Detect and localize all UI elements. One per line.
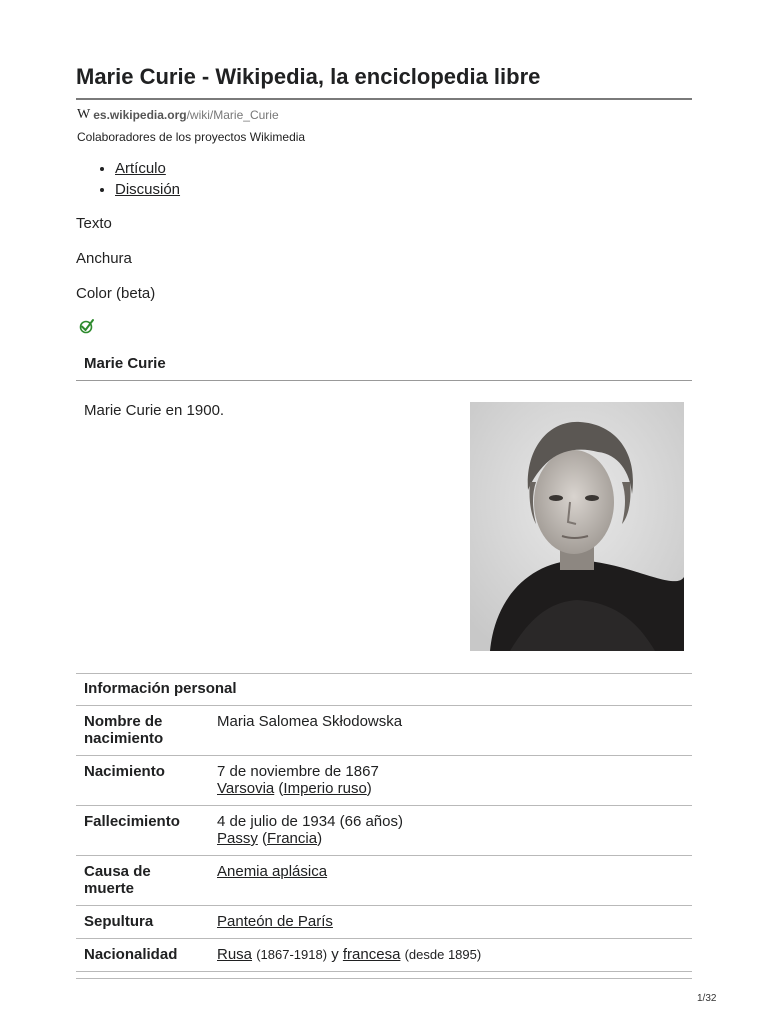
- nationality-first-link[interactable]: Rusa: [217, 946, 253, 963]
- portrait-caption: Marie Curie en 1900.: [84, 402, 225, 419]
- nationality-second-years: (desde 1895): [404, 947, 482, 962]
- birth-region-link[interactable]: Imperio ruso: [283, 780, 367, 797]
- source-domain: es.wikipedia.org: [93, 108, 187, 122]
- table-row: [76, 856, 692, 906]
- burial-label: Sepultura: [76, 906, 209, 939]
- page-tabs: [76, 158, 180, 200]
- tab-article[interactable]: Artículo: [115, 160, 166, 177]
- setting-color: Color (beta): [76, 285, 156, 302]
- birth-date: 7 de noviembre de 1867: [217, 763, 379, 780]
- death-place-link[interactable]: Passy: [217, 830, 258, 847]
- tab-discussion-item: [115, 179, 180, 200]
- cause-link[interactable]: Anemia aplásica: [217, 863, 328, 880]
- info-section-header: [76, 674, 692, 706]
- tab-article-item: [115, 158, 180, 179]
- contributors-line: Colaboradores de los proyectos Wikimedia: [77, 130, 306, 144]
- nationality-value: [209, 939, 692, 972]
- portrait-drawing: [470, 402, 684, 651]
- setting-text: Texto: [76, 215, 112, 232]
- page-title: Marie Curie - Wikipedia, la enciclopedia libre: [76, 64, 692, 100]
- birth-name-value: Maria Salomea Skłodowska: [209, 706, 692, 756]
- tab-discussion[interactable]: Discusión: [115, 181, 181, 198]
- wikipedia-w-icon: W: [77, 107, 90, 122]
- death-region-link[interactable]: Francia: [267, 830, 318, 847]
- birth-value: 7 de noviembre de 1867 Varsovia (Imperio ruso): [209, 756, 692, 806]
- burial-link[interactable]: Panteón de París: [217, 913, 333, 930]
- birth-label: Nacimiento: [76, 756, 209, 806]
- burial-value: [209, 906, 692, 939]
- setting-width: Anchura: [76, 250, 132, 267]
- cause-label: Causa de muerte: [76, 856, 209, 906]
- section-header-label: Información personal: [76, 674, 692, 706]
- nationality-label: Nacionalidad: [76, 939, 209, 972]
- page-counter: 1/32: [697, 993, 717, 1004]
- table-row: [76, 806, 692, 856]
- verified-check-icon: [79, 318, 95, 334]
- source-path: /wiki/Marie_Curie: [186, 108, 279, 122]
- table-end-cell: [76, 972, 692, 979]
- death-label: Fallecimiento: [76, 806, 209, 856]
- table-row: [76, 906, 692, 939]
- bottom-divider: [76, 971, 692, 972]
- source-line: [77, 107, 279, 123]
- death-value: 4 de julio de 1934 (66 años) Passy (Francia): [209, 806, 692, 856]
- table-row: [76, 706, 692, 756]
- cause-value: [209, 856, 692, 906]
- table-row-end: [76, 972, 692, 979]
- nationality-first-years: (1867-1918): [256, 947, 328, 962]
- nationality-conj: y: [331, 946, 339, 963]
- table-row: [76, 939, 692, 972]
- personal-info-table: [76, 673, 692, 979]
- death-date: 4 de julio de 1934 (66 años): [217, 813, 403, 830]
- table-row: [76, 756, 692, 806]
- portrait-photo: [470, 402, 684, 651]
- birth-place-link[interactable]: Varsovia: [217, 780, 275, 797]
- birth-name-label: Nombre de nacimiento: [76, 706, 209, 756]
- nationality-second-link[interactable]: francesa: [342, 946, 401, 963]
- source-link[interactable]: [93, 108, 278, 122]
- infobox-title: Marie Curie: [76, 352, 692, 381]
